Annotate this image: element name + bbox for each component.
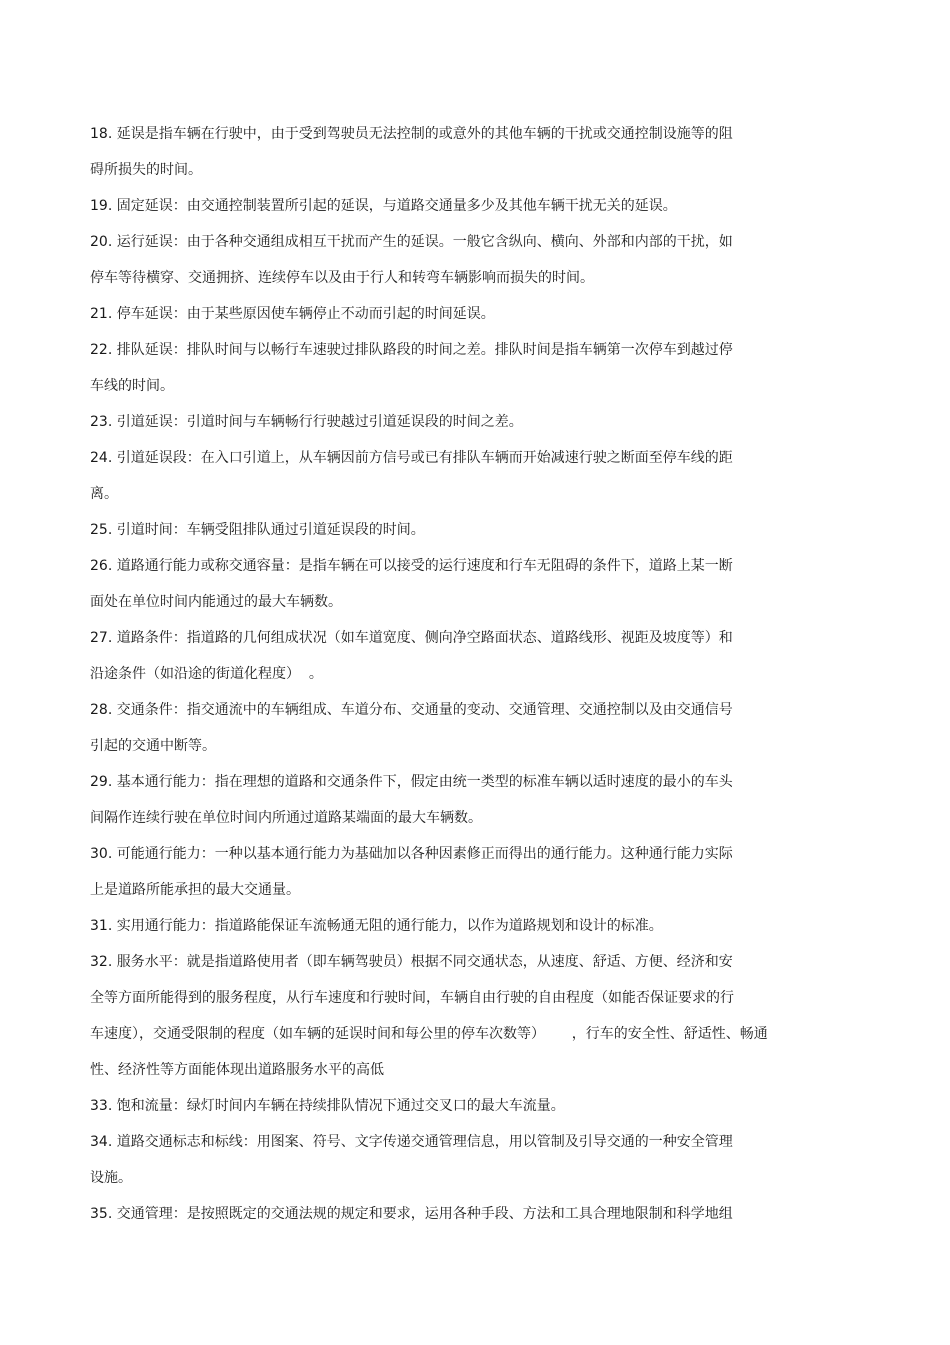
text-line: 25. 引道时间：车辆受阻排队通过引道延误段的时间。 (90, 522, 425, 538)
text-line: 35. 交通管理：是按照既定的交通法规的规定和要求，运用各种手段、方法和工具合理地限制和科学地组 (90, 1206, 733, 1222)
text-line: 21. 停车延误：由于某些原因使车辆停止不动而引起的时间延误。 (90, 306, 495, 322)
text-line: 34. 道路交通标志和标线：用图案、符号、文字传递交通管理信息，用以管制及引导交通的一种安全管理 (90, 1134, 733, 1150)
text-line: 离。 (90, 486, 118, 502)
text-line: 29. 基本通行能力：指在理想的道路和交通条件下，假定由统一类型的标准车辆以适时速度的最小的车头 (90, 774, 733, 790)
text-line: 33. 饱和流量：绿灯时间内车辆在持续排队情况下通过交叉口的最大车流量。 (90, 1098, 565, 1114)
text-line: 28. 交通条件：指交通流中的车辆组成、车道分布、交通量的变动、交通管理、交通控制以及由交通信号 (90, 702, 733, 718)
text-line: 31. 实用通行能力：指道路能保证车流畅通无阻的通行能力，以作为道路规划和设计的标准。 (90, 918, 663, 934)
text-line: 19. 固定延误：由交通控制装置所引起的延误，与道路交通量多少及其他车辆干扰无关的延误。 (90, 198, 677, 214)
text-line: 上是道路所能承担的最大交通量。 (90, 882, 300, 898)
text-line: 20. 运行延误：由于各种交通组成相互干扰而产生的延误。一般它含纵向、横向、外部和内部的干扰，如 (90, 234, 733, 250)
text-line: 性、经济性等方面能体现出道路服务水平的高低 (90, 1062, 384, 1078)
text-line: 车线的时间。 (90, 378, 174, 394)
text-line: 27. 道路条件：指道路的几何组成状况（如车道宽度、侧向净空路面状态、道路线形、视距及坡度等）和 (90, 630, 733, 646)
text-line: 引起的交通中断等。 (90, 738, 216, 754)
text-line: 停车等待横穿、交通拥挤、连续停车以及由于行人和转弯车辆影响而损失的时间。 (90, 270, 594, 286)
text-line: 18. 延误是指车辆在行驶中，由于受到驾驶员无法控制的或意外的其他车辆的干扰或交通控制设施等的阻 (90, 126, 733, 142)
text-line: 面处在单位时间内能通过的最大车辆数。 (90, 594, 342, 610)
text-line: 全等方面所能得到的服务程度，从行车速度和行驶时间，车辆自由行驶的自由程度（如能否保证要求的行 (90, 990, 734, 1006)
text-line: 23. 引道延误：引道时间与车辆畅行行驶越过引道延误段的时间之差。 (90, 414, 523, 430)
text-line: 22. 排队延误：排队时间与以畅行车速驶过排队路段的时间之差。排队时间是指车辆第一次停车到越过停 (90, 342, 733, 358)
text-line: 沿途条件（如沿途的街道化程度） 。 (90, 666, 323, 682)
text-line: 26. 道路通行能力或称交通容量：是指车辆在可以接受的运行速度和行车无阻碍的条件下，道路上某一断 (90, 558, 733, 574)
text-line: 车速度），交通受限制的程度（如车辆的延误时间和每公里的停车次数等） ，行车的安全性、舒适性、畅通 (90, 1026, 768, 1042)
text-line: 24. 引道延误段：在入口引道上，从车辆因前方信号或已有排队车辆而开始减速行驶之断面至停车线的距 (90, 450, 733, 466)
text-line: 30. 可能通行能力：一种以基本通行能力为基础加以各种因素修正而得出的通行能力。这种通行能力实际 (90, 846, 733, 862)
text-line: 间隔作连续行驶在单位时间内所通过道路某端面的最大车辆数。 (90, 810, 482, 826)
text-line: 32. 服务水平：就是指道路使用者（即车辆驾驶员）根据不同交通状态，从速度、舒适、方便、经济和安 (90, 954, 733, 970)
text-line: 碍所损失的时间。 (90, 162, 202, 178)
text-line: 设施。 (90, 1170, 132, 1186)
